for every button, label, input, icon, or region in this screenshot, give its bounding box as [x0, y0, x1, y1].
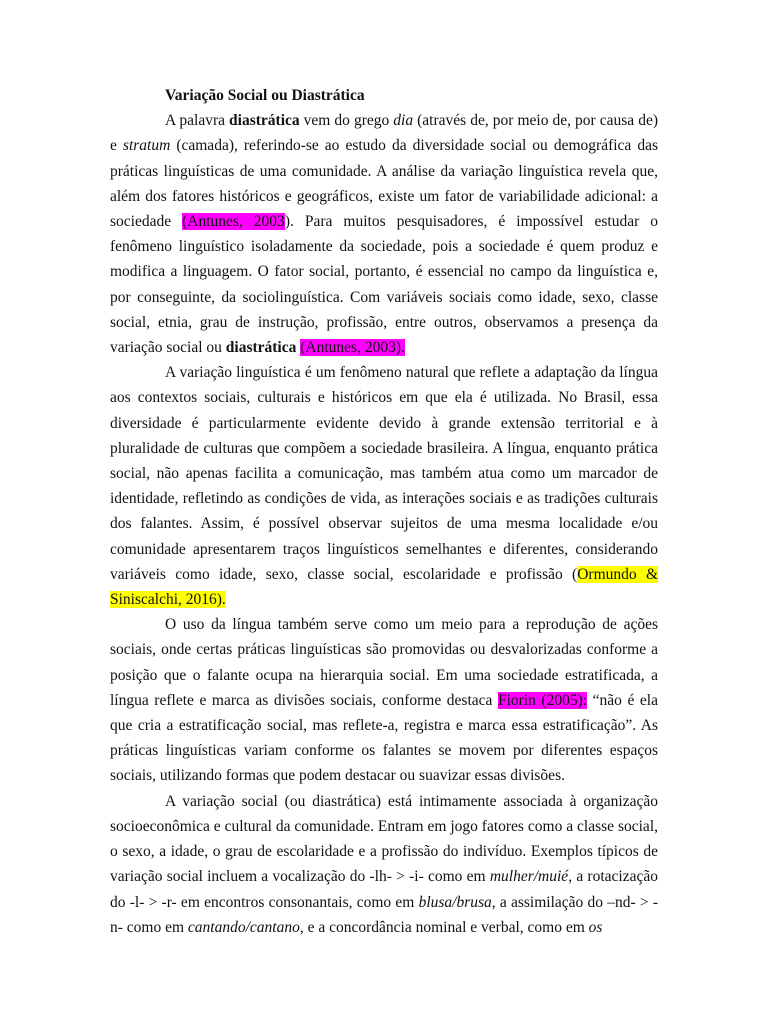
p3-text-1: O uso da língua também serve como um meio para a reprodução de ações sociais, onde certas práticas linguísticas são promovidas ou desvalorizadas conforme a posição que o falante ocupa na hierarquia social. Em uma sociedade estratificada, a língua reflete e marca as divisões sociais, conforme destaca	[110, 616, 658, 709]
term-stratum: stratum	[122, 137, 171, 155]
paragraph-1	[110, 108, 658, 360]
citation-fiorin: Fiorin (2005):	[497, 691, 588, 709]
term-dia: dia	[393, 112, 414, 130]
paragraph-4	[110, 789, 658, 940]
example-blusa: blusa/brusa	[418, 893, 492, 911]
section-title: Variação Social ou Diastrática	[165, 87, 365, 104]
example-os: os	[588, 918, 603, 936]
example-mulher: mulher/muié	[489, 868, 569, 886]
p3-text-2: “não é ela que cria a estratificação social, mas reflete-a, registra e marca essa estratificação”. As práticas linguísticas variam conforme os falantes se movem por diferentes espaços sociais, utilizando formas que podem destacar ou suavizar essas divisões.	[110, 691, 658, 785]
term-diastratica-2: diastrática	[225, 339, 297, 357]
paragraph-3	[110, 612, 658, 788]
p1-text-2: vem do grego	[299, 112, 394, 130]
term-diastratica: diastrática	[229, 112, 300, 130]
p4-text-3: , a assimilação do –nd- > -n- como em	[110, 893, 658, 936]
p4-text-2: , a rotacização do -l- > -r- em encontros consonantais, como em	[110, 868, 658, 911]
p1-text-4: (camada), referindo-se ao estudo da diversidade social ou demográfica das práticas linguísticas de uma comunidade. A análise da variação linguística revela que, além dos fatores históricos e geográficos, existe um fator de variabilidade adicional: a sociedade	[110, 137, 658, 231]
p4-text-4: , e a concordância nominal e verbal, como em	[299, 918, 589, 936]
citation-antunes-2: (Antunes, 2003).	[300, 339, 405, 357]
p1-text-3: (através de, por meio de, por causa de) e	[110, 112, 658, 155]
example-cantando: cantando/cantano	[187, 918, 300, 936]
paragraph-2	[110, 360, 658, 612]
p1-text-1: A palavra	[165, 112, 230, 130]
citation-ormundo: Ormundo & Siniscalchi, 2016).	[110, 565, 659, 609]
p2-text-1: A variação linguística é um fenômeno natural que reflete a adaptação da língua aos contextos sociais, culturais e históricos em que ela é utilizada. No Brasil, essa diversidade é particularmente evidente devido à grande extensão territorial e à pluralidade de culturas que compõem a sociedade brasileira. A língua, enquanto prática social, não apenas facilita a comunicação, mas também atua como um marcador de identidade, refletindo as condições de vida, as interações sociais e as tradições culturais dos falantes. Assim, é possível observar sujeitos de uma mesma localidade e/ou comunidade apresentarem traços linguísticos semelhantes e diferentes, considerando variáveis como idade, sexo, classe social, escolaridade e profissão (	[110, 364, 658, 583]
p4-text-1: A variação social (ou diastrática) está intimamente associada à organização socioeconômica e cultural da comunidade. Entram em jogo fatores como a classe social, o sexo, a idade, o grau de escolaridade e a profissão do indivíduo. Exemplos típicos de variação social incluem a vocalização do -lh- > -i- como em	[110, 792, 658, 886]
citation-antunes-1: (Antunes, 2003	[182, 213, 285, 231]
document-body	[110, 83, 658, 940]
p1-text-5: ). Para muitos pesquisadores, é impossível estudar o fenômeno linguístico isoladamente da sociedade, pois a sociedade é quem produz e modifica a linguagem. O fator social, portanto, é essencial no campo da linguística e, por conseguinte, da sociolinguística. Com variáveis sociais como idade, sexo, classe social, etnia, grau de instrução, profissão, entre outros, observamos a presença da variação social ou	[110, 213, 658, 357]
